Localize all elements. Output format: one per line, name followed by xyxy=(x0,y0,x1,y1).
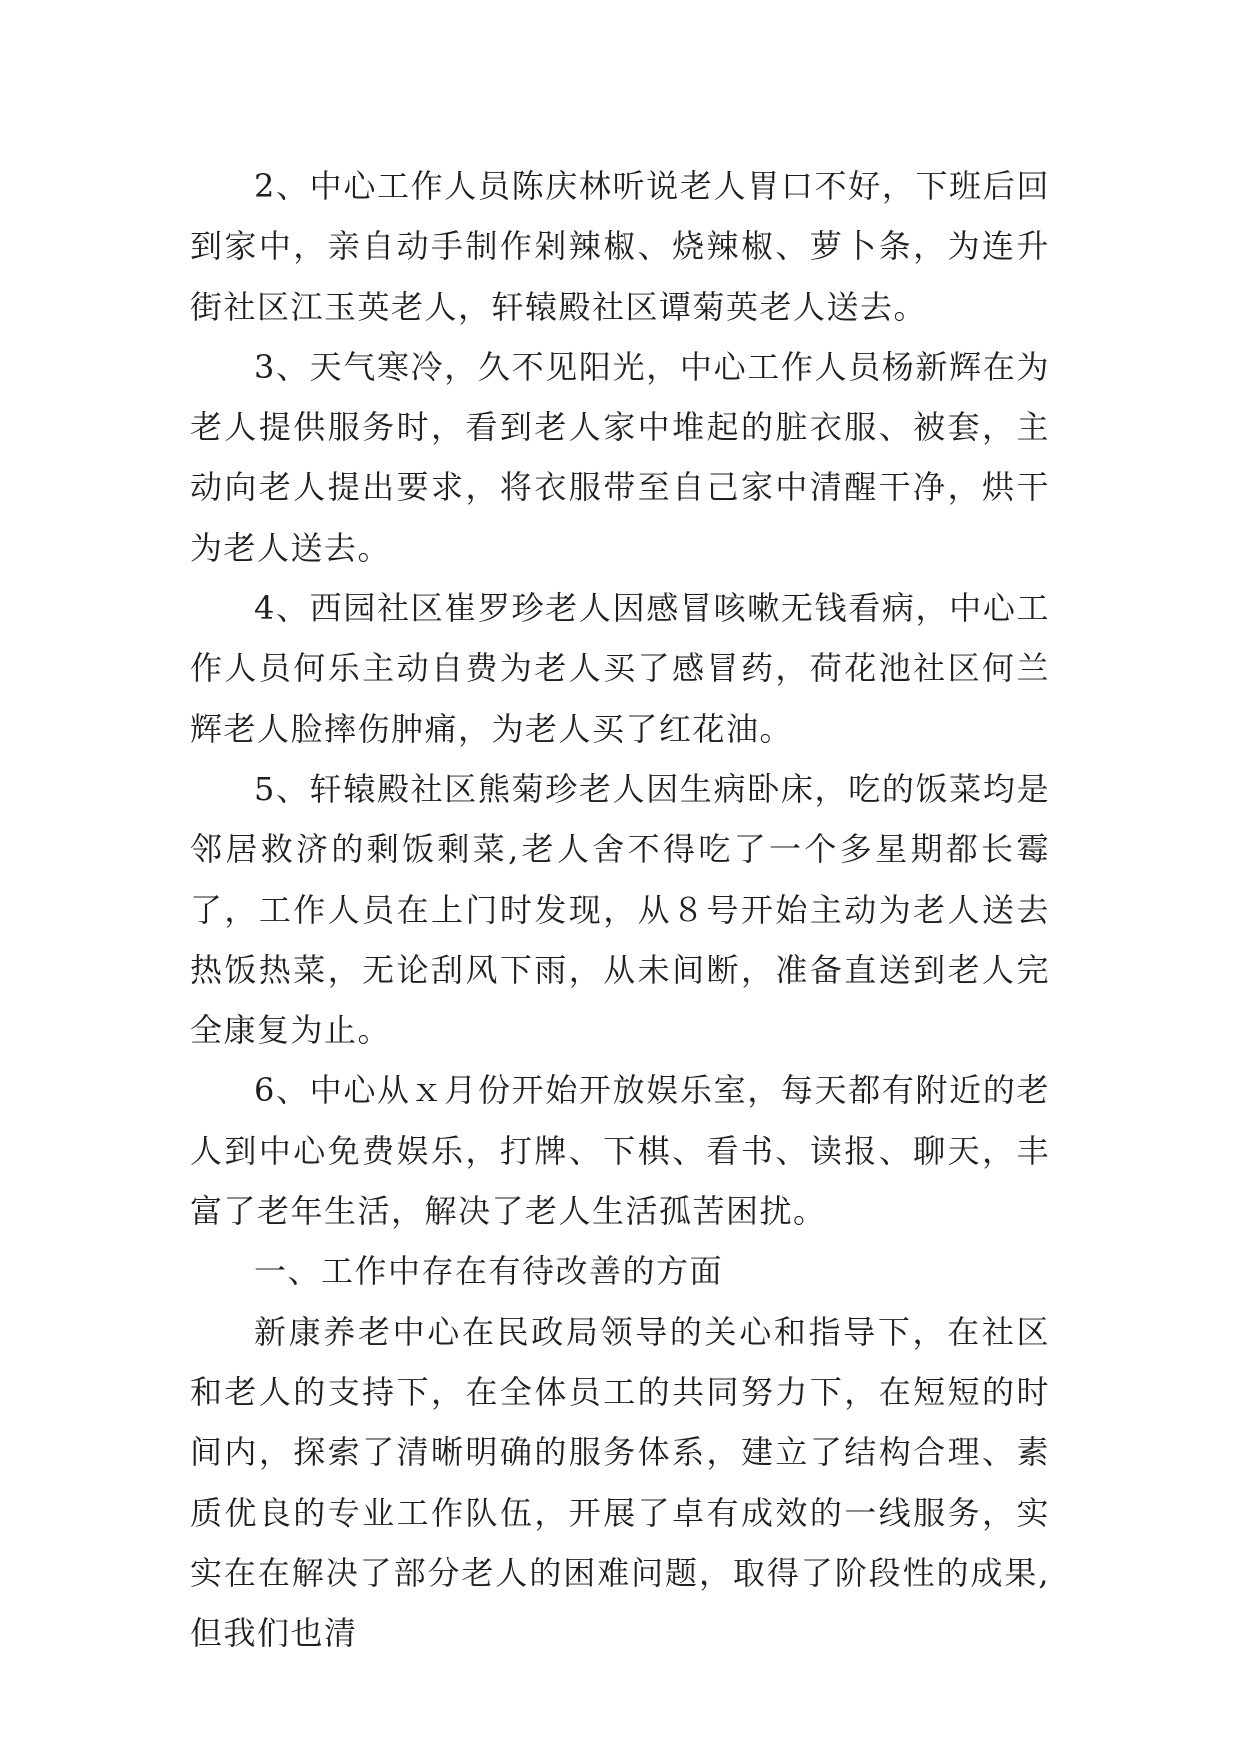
document-body xyxy=(190,156,1050,1663)
paragraph-item-6: 6、中心从ｘ月份开始开放娱乐室，每天都有附近的老人到中心免费娱乐，打牌、下棋、看书、读报、聊天，丰富了老年生活，解决了老人生活孤苦困扰。 xyxy=(190,1071,1050,1231)
paragraph-item-2: 2、中心工作人员陈庆林听说老人胃口不好，下班后回到家中，亲自动手制作剁辣椒、烧辣椒、萝卜条，为连升街社区江玉英老人，轩辕殿社区谭菊英老人送去。 xyxy=(190,167,1050,326)
paragraph-item-5: 5、轩辕殿社区熊菊珍老人因生病卧床，吃的饭菜均是邻居救济的剩饭剩菜,老人舍不得吃了一个多星期都长霉了，工作人员在上门时发现，从８号开始主动为老人送去热饭热菜，无论刮风下雨，从未间断，准备直送到老人完全康复为止。 xyxy=(190,769,1050,1050)
section-paragraph: 新康养老中心在民政局领导的关心和指导下，在社区和老人的支持下，在全体员工的共同努力下，在短短的时间内，探索了清晰明确的服务体系，建立了结构合理、素质优良的专业工作队伍，开展了卓有成效的一线服务，实实在在解决了部分老人的困难问题，取得了阶段性的成果,但我们也清 xyxy=(190,1312,1050,1653)
section-heading: 一、工作中存在有待改善的方面 xyxy=(254,1252,724,1291)
paragraph-item-3: 3、天气寒冷，久不见阳光，中心工作人员杨新辉在为老人提供服务时，看到老人家中堆起的脏衣服、被套，主动向老人提出要求，将衣服带至自己家中清醒干净，烘干为老人送去。 xyxy=(190,347,1050,567)
paragraph-item-4: 4、西园社区崔罗珍老人因感冒咳嗽无钱看病，中心工作人员何乐主动自费为老人买了感冒药，荷花池社区何兰辉老人脸摔伤肿痛，为老人买了红花油。 xyxy=(190,589,1050,748)
